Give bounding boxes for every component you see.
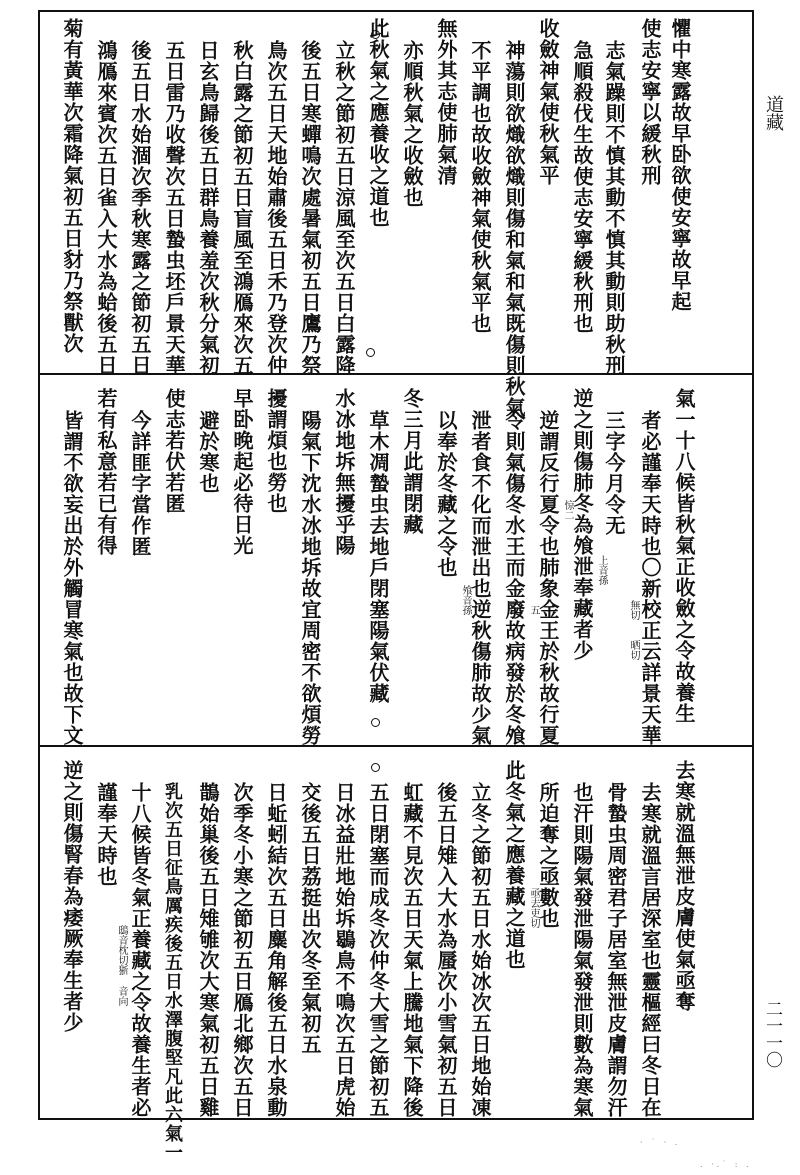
- text-column: 不平調也故收斂神氣使秋氣平也: [468, 40, 492, 334]
- text-column: 謹奉天時也: [94, 782, 118, 887]
- annotation-note: 晒切: [628, 640, 639, 660]
- text-column: 擾謂煩也勞也: [264, 388, 288, 514]
- text-column: 後五日寒蟬鳴次處暑氣初五日鷹乃祭: [298, 40, 322, 376]
- text-column: 急順殺伐生故使志安寧緩秋刑也: [570, 40, 594, 334]
- text-column: 草木凋蟄虫去地戶閉塞陽氣伏藏: [366, 410, 390, 704]
- page-number: 二一一〇: [762, 1000, 782, 1068]
- section-mark: [371, 30, 380, 39]
- annotation-note: 鴟音枕切狾 音向: [116, 925, 127, 1006]
- text-column: 使志若伏若匿: [162, 388, 186, 514]
- text-column: 志氣躁則不慎其動不慎其動則助秋刑: [602, 40, 626, 376]
- text-column: 所迫奪之亟數也: [536, 782, 560, 929]
- text-column: 十八候皆冬氣正養藏之令故養生者必: [128, 782, 152, 1118]
- text-column: 令則氣傷冬水王而金廢故病發於冬飧: [502, 410, 526, 746]
- text-column: 立冬之節初五日水始冰次五日地始凍: [468, 782, 492, 1118]
- section-mark: [366, 348, 375, 357]
- text-column: 去寒就溫言居深室也靈樞經曰冬日在: [638, 782, 662, 1118]
- text-column: 逆之則傷肺冬為飧泄奉藏者少: [570, 388, 594, 661]
- text-column: 日蚯蚓結次五日麋角解後五日水泉動: [264, 782, 288, 1118]
- text-column: 泄者食不化而泄出也逆秋傷肺故少氣: [468, 410, 492, 746]
- text-column: 鵲始巢後五日雉雊次大寒氣初五日雞: [196, 782, 220, 1118]
- text-column: 懼中寒露故早卧欲使安寧故早起: [668, 18, 692, 312]
- text-column: 此秋氣之應養收之道也: [366, 18, 390, 228]
- text-column: 今詳匪字當作匿: [128, 410, 152, 557]
- text-column: 避於寒也: [196, 410, 220, 494]
- annotation-note: 五: [528, 605, 539, 615]
- scan-speckle: . ·.˙ : .: [700, 1160, 752, 1169]
- text-column: 以奉於冬藏之令也: [434, 410, 458, 578]
- collection-label: 道藏: [763, 95, 784, 131]
- text-column: 後五日水始涸次季秋寒露之節初五日: [128, 40, 152, 376]
- text-column: 去寒就溫無泄皮膚使氣亟奪: [672, 760, 696, 1012]
- text-column: 後五日雉入大水為蜃次小雪氣初五日: [434, 782, 458, 1118]
- text-column: 水冰地坼無擾乎陽: [332, 388, 356, 556]
- text-column: 五日閉塞而成冬次仲冬大雪之節初五: [366, 782, 390, 1118]
- text-column: 逆之則傷腎春為痿厥奉生者少: [60, 760, 84, 1033]
- annotation-note: 飧音孫: [460, 585, 471, 615]
- text-column: 若有私意若已有得: [94, 388, 118, 556]
- text-column: 三字今月令无: [602, 410, 626, 536]
- text-column: 逆謂反行夏令也肺象金王於秋故行夏: [536, 410, 560, 746]
- text-column: 早卧晚起必待日光: [230, 388, 254, 556]
- text-column: 虹藏不見次五日天氣上騰地氣下降後: [400, 782, 424, 1118]
- text-column: 收斂神氣使秋氣平: [536, 18, 560, 186]
- text-column: 神蕩則欲熾欲熾則傷和氣和氣既傷則秋氣: [502, 40, 526, 418]
- text-column: 者必謹奉天時也〇新校正云詳景天華: [638, 410, 662, 746]
- annotation-note: 惊二: [562, 500, 573, 520]
- text-column: 立秋之節初五日涼風至次五日白露降: [332, 40, 356, 376]
- annotation-note: 上音孫: [596, 555, 607, 585]
- text-column: 氣一十八候皆秋氣正收斂之令故養生: [672, 388, 696, 724]
- text-column: 五日雷乃收聲次五日蟄虫坯戶景天華: [162, 40, 186, 376]
- text-column: 菊有黃華次霜降氣初五日豺乃祭獸次: [60, 18, 84, 354]
- text-column: 陽氣下沈水冰地坼故宜周密不欲煩勞: [298, 410, 322, 746]
- text-column: 鴻鴈來賓次五日雀入大水為蛤後五日: [94, 40, 118, 376]
- text-column: 此冬氣之應養藏之道也: [502, 760, 526, 970]
- text-column: 冬三月此謂閉藏: [400, 388, 424, 535]
- scan-speckle: · ˙ · .: [640, 1138, 681, 1147]
- text-column: 骨蟄虫周密君子居室無泄皮膚謂勿汗: [604, 782, 628, 1118]
- text-column: 也汗則陽氣發泄陽氣發泄則數為寒氣: [570, 782, 594, 1118]
- text-column: 亦順秋氣之收斂也: [400, 40, 424, 208]
- section-mark: [371, 718, 380, 727]
- text-column: 交後五日荔挺出次冬至氣初五: [298, 782, 322, 1055]
- text-column: 無外其志使肺氣清: [434, 18, 458, 186]
- text-column: 使志安寧以緩秋刑: [638, 18, 662, 186]
- text-column: 鳥次五日天地始肅後五日禾乃登次仲: [264, 40, 288, 376]
- text-column: 次季冬小寒之節初五日鴈北鄉次五日: [230, 782, 254, 1118]
- section-mark: [371, 763, 380, 772]
- text-column: 日冰益壯地始坼鶡鳥不鳴次五日虎始: [332, 782, 356, 1118]
- annotation-note: 無切: [628, 600, 639, 620]
- text-column: 皆謂不欲妄出於外觸冒寒氣也故下文: [60, 410, 84, 746]
- text-column: 日玄鳥歸後五日群鳥養羞次秋分氣初: [196, 40, 220, 376]
- text-column: 秋白露之節初五日盲風至鴻鴈來次五: [230, 40, 254, 376]
- annotation-note: 亟去吏切: [528, 888, 539, 928]
- text-column: 乳次五日征鳥厲疾後五日水澤腹堅凡此六氣一: [162, 782, 183, 1162]
